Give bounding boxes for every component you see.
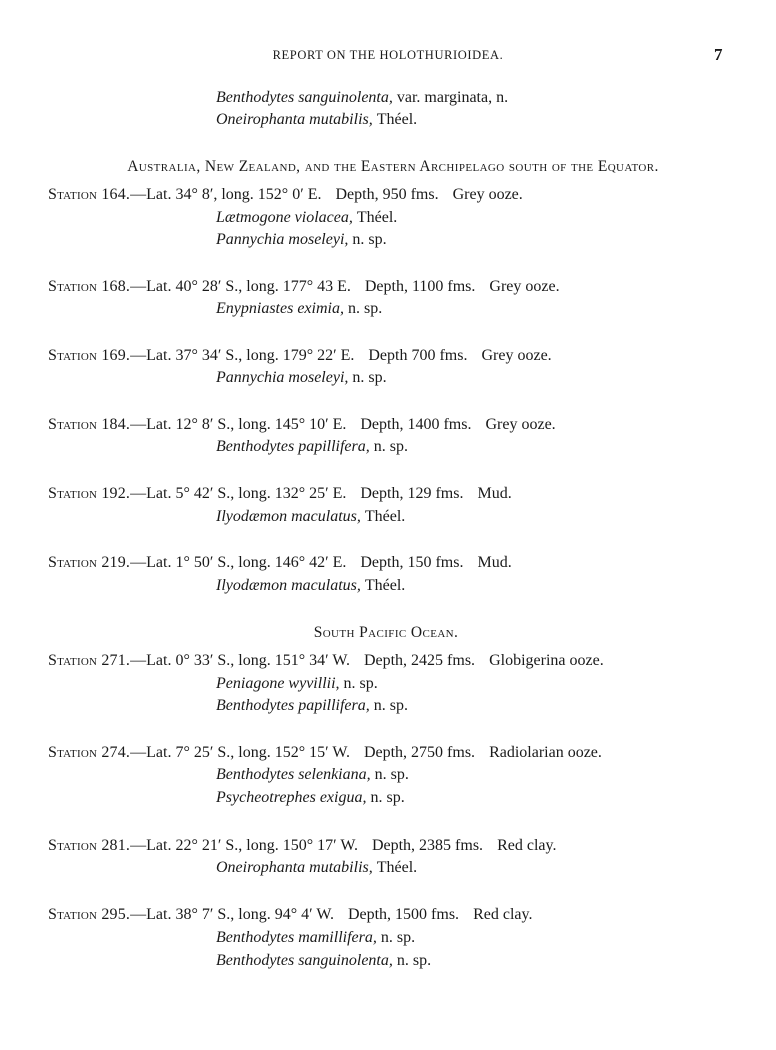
species-authority: var. marginata, n. <box>396 89 509 106</box>
species-name: Benthodytes mamillifera, <box>216 929 377 946</box>
station-line <box>48 905 532 925</box>
station-bottom: Mud. <box>477 485 512 502</box>
species-entry <box>216 928 415 948</box>
station-position: —Lat. 22° 21′ S., long. 150° 17′ W. <box>130 837 358 854</box>
species-entry <box>216 696 408 716</box>
station-depth: Depth, 950 fms. <box>335 186 439 203</box>
species-authority: n. sp. <box>380 929 416 946</box>
species-entry <box>216 576 405 596</box>
species-name: Oneirophanta mutabilis, <box>216 111 373 128</box>
species-authority: n. sp. <box>373 697 408 714</box>
species-name: Benthodytes sanguinolenta, <box>216 952 393 969</box>
station-depth: Depth, 2425 fms. <box>363 652 476 669</box>
station-depth: Depth, 2385 fms. <box>371 837 484 854</box>
species-authority: n. sp. <box>343 675 378 692</box>
species-entry <box>216 788 405 808</box>
station-label: Station 192. <box>48 485 131 502</box>
species-authority: Théel. <box>364 577 406 594</box>
species-name: Pannychia moseleyi, <box>216 369 349 386</box>
station-line <box>48 553 512 573</box>
species-name: Lætmogone violacea, <box>216 209 353 226</box>
station-bottom: Mud. <box>477 554 512 571</box>
species-name: Benthodytes sanguinolenta, <box>216 89 393 106</box>
species-authority: n. sp. <box>374 766 409 783</box>
species-entry <box>216 765 409 785</box>
station-label: Station 169. <box>48 347 131 364</box>
species-authority: n. sp. <box>352 369 387 386</box>
station-depth: Depth, 1500 fms. <box>347 906 460 923</box>
station-label: Station 184. <box>48 416 131 433</box>
station-label: Station 168. <box>48 278 131 295</box>
species-name: Oneirophanta mutabilis, <box>216 859 373 876</box>
species-authority: Théel. <box>376 859 418 876</box>
station-label: Station 274. <box>48 744 131 761</box>
species-entry <box>216 208 397 228</box>
station-bottom: Grey ooze. <box>481 347 552 364</box>
species-name: Pannychia moseleyi, <box>216 231 349 248</box>
species-name: Benthodytes papillifera, <box>216 697 370 714</box>
species-authority: Théel. <box>376 111 418 128</box>
species-authority: n. sp. <box>352 231 387 248</box>
station-label: Station 164. <box>48 186 131 203</box>
species-authority: n. sp. <box>373 438 408 455</box>
station-line <box>48 484 512 504</box>
station-bottom: Globigerina ooze. <box>489 652 604 669</box>
species-authority: n. sp. <box>370 789 405 806</box>
station-line <box>48 836 556 856</box>
species-name: Peniagone wyvillii, <box>216 675 340 692</box>
station-depth: Depth, 1100 fms. <box>364 278 476 295</box>
section-heading: South Pacific Ocean. <box>313 624 459 641</box>
station-line <box>48 277 560 297</box>
species-entry <box>216 437 408 457</box>
species-entry <box>216 507 405 527</box>
species-entry <box>216 88 508 108</box>
species-entry <box>216 299 382 319</box>
station-position: —Lat. 34° 8′, long. 152° 0′ E. <box>130 186 322 203</box>
station-label: Station 295. <box>48 906 131 923</box>
species-entry <box>216 951 431 971</box>
station-line <box>48 743 602 763</box>
station-depth: Depth, 129 fms. <box>360 485 464 502</box>
species-authority: Théel. <box>356 209 398 226</box>
station-label: Station 281. <box>48 837 131 854</box>
species-entry <box>216 858 417 878</box>
station-depth: Depth, 1400 fms. <box>360 416 472 433</box>
species-authority: n. sp. <box>347 300 383 317</box>
species-entry <box>216 110 417 130</box>
station-bottom: Grey ooze. <box>452 186 523 203</box>
station-bottom: Red clay. <box>497 837 557 854</box>
station-position: —Lat. 12° 8′ S., long. 145° 10′ E. <box>130 416 347 433</box>
species-name: Benthodytes selenkiana, <box>216 766 371 783</box>
species-entry <box>216 674 378 694</box>
station-depth: Depth, 150 fms. <box>360 554 464 571</box>
page-number: 7 <box>714 45 723 64</box>
station-label: Station 271. <box>48 652 131 669</box>
station-position: —Lat. 1° 50′ S., long. 146° 42′ E. <box>130 554 347 571</box>
species-entry <box>216 230 387 250</box>
station-bottom: Grey ooze. <box>485 416 556 433</box>
section-heading: Australia, New Zealand, and the Eastern Archipelago south of the Equator. <box>127 158 659 175</box>
station-depth: Depth 700 fms. <box>368 347 468 364</box>
station-line <box>48 185 523 205</box>
station-line <box>48 415 556 435</box>
station-line <box>48 346 552 366</box>
station-bottom: Radiolarian ooze. <box>489 744 602 761</box>
station-label: Station 219. <box>48 554 131 571</box>
species-name: Benthodytes papillifera, <box>216 438 370 455</box>
species-entry <box>216 368 387 388</box>
station-depth: Depth, 2750 fms. <box>363 744 476 761</box>
station-bottom: Red clay. <box>473 906 533 923</box>
station-position: —Lat. 40° 28′ S., long. 177° 43 E. <box>130 278 351 295</box>
species-authority: Théel. <box>364 508 406 525</box>
station-position: —Lat. 7° 25′ S., long. 152° 15′ W. <box>130 744 350 761</box>
station-position: —Lat. 0° 33′ S., long. 151° 34′ W. <box>130 652 350 669</box>
station-line <box>48 651 604 671</box>
station-position: —Lat. 38° 7′ S., long. 94° 4′ W. <box>130 906 334 923</box>
species-name: Psycheotrephes exigua, <box>216 789 367 806</box>
station-position: —Lat. 37° 34′ S., long. 179° 22′ E. <box>130 347 355 364</box>
station-position: —Lat. 5° 42′ S., long. 132° 25′ E. <box>130 485 347 502</box>
running-title: REPORT ON THE HOLOTHURIOIDEA. <box>272 48 504 62</box>
species-name: Ilyodæmon maculatus, <box>216 577 361 594</box>
species-authority: n. sp. <box>396 952 432 969</box>
station-bottom: Grey ooze. <box>489 278 560 295</box>
species-name: Ilyodæmon maculatus, <box>216 508 361 525</box>
species-name: Enypniastes eximia, <box>216 300 344 317</box>
